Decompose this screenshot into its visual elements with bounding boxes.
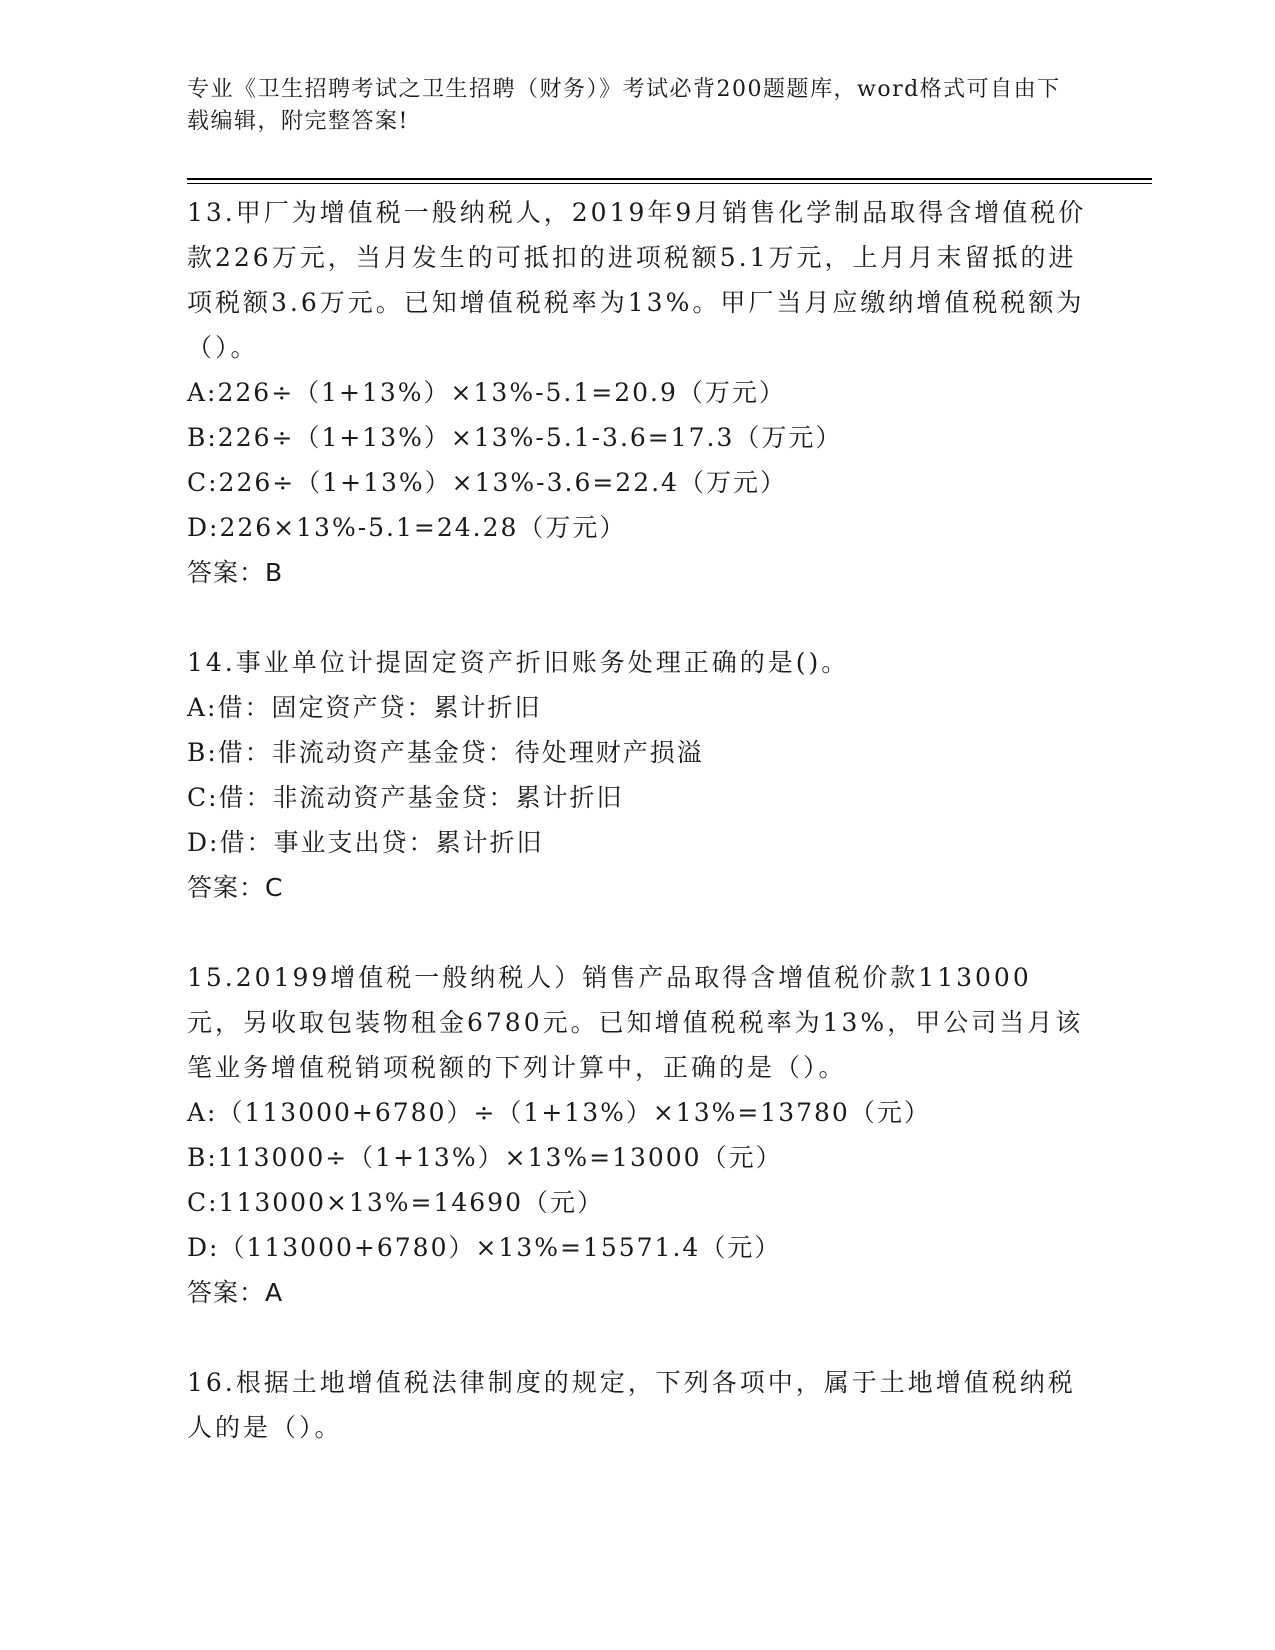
spacer	[187, 910, 1087, 955]
spacer	[187, 1315, 1087, 1360]
option-a: A:（113000+6780）÷（1+13%）×13%=13780（元）	[187, 1098, 931, 1127]
option-d: D:借：事业支出贷：累计折旧	[187, 828, 544, 857]
question-text: 13.甲厂为增值税一般纳税人，2019年9月销售化学制品取得含增值税价款226万元，当月发生的可抵扣的进项税额5.1万元，上月月末留抵的进项税额3.6万元。已知增值税税率为13%。甲厂当月应缴纳增值税税额为（）。	[187, 198, 1087, 362]
question-15	[187, 955, 1087, 1315]
option-c: C:113000×13%=14690（元）	[187, 1188, 604, 1217]
option-b: B:226÷（1+13%）×13%-5.1-3.6=17.3（万元）	[187, 423, 843, 452]
question-16	[187, 1360, 1087, 1450]
answer: 答案：A	[187, 1278, 284, 1307]
option-b: B:113000÷（1+13%）×13%=13000（元）	[187, 1143, 783, 1172]
answer: 答案：C	[187, 873, 284, 902]
answer: 答案：B	[187, 558, 284, 587]
question-13	[187, 190, 1087, 595]
spacer	[187, 595, 1087, 640]
option-a: A:借：固定资产贷：累计折旧	[187, 693, 542, 722]
question-list	[187, 190, 1087, 1450]
option-c: C:226÷（1+13%）×13%-3.6=22.4（万元）	[187, 468, 787, 497]
option-c: C:借：非流动资产基金贷：累计折旧	[187, 783, 624, 812]
header-rule-thick	[187, 178, 1152, 180]
document-header: 专业《卫生招聘考试之卫生招聘（财务）》考试必背200题题库，word格式可自由下载编辑，附完整答案!	[187, 77, 1061, 134]
option-d: D:（113000+6780）×13%=15571.4（元）	[187, 1233, 782, 1262]
question-14	[187, 640, 1087, 910]
option-b: B:借：非流动资产基金贷：待处理财产损溢	[187, 738, 704, 767]
question-text: 15.20199增值税一般纳税人）销售产品取得含增值税价款113000元，另收取包装物租金6780元。已知增值税税率为13%，甲公司当月该笔业务增值税销项税额的下列计算中，正确的是（）。	[187, 963, 1084, 1082]
option-d: D:226×13%-5.1=24.28（万元）	[187, 513, 627, 542]
option-a: A:226÷（1+13%）×13%-5.1=20.9（万元）	[187, 378, 786, 407]
question-text: 16.根据土地增值税法律制度的规定，下列各项中，属于土地增值税纳税人的是（）。	[187, 1368, 1076, 1442]
question-text: 14.事业单位计提固定资产折旧账务处理正确的是()。	[187, 648, 850, 677]
header-rule-thin	[187, 183, 1152, 184]
